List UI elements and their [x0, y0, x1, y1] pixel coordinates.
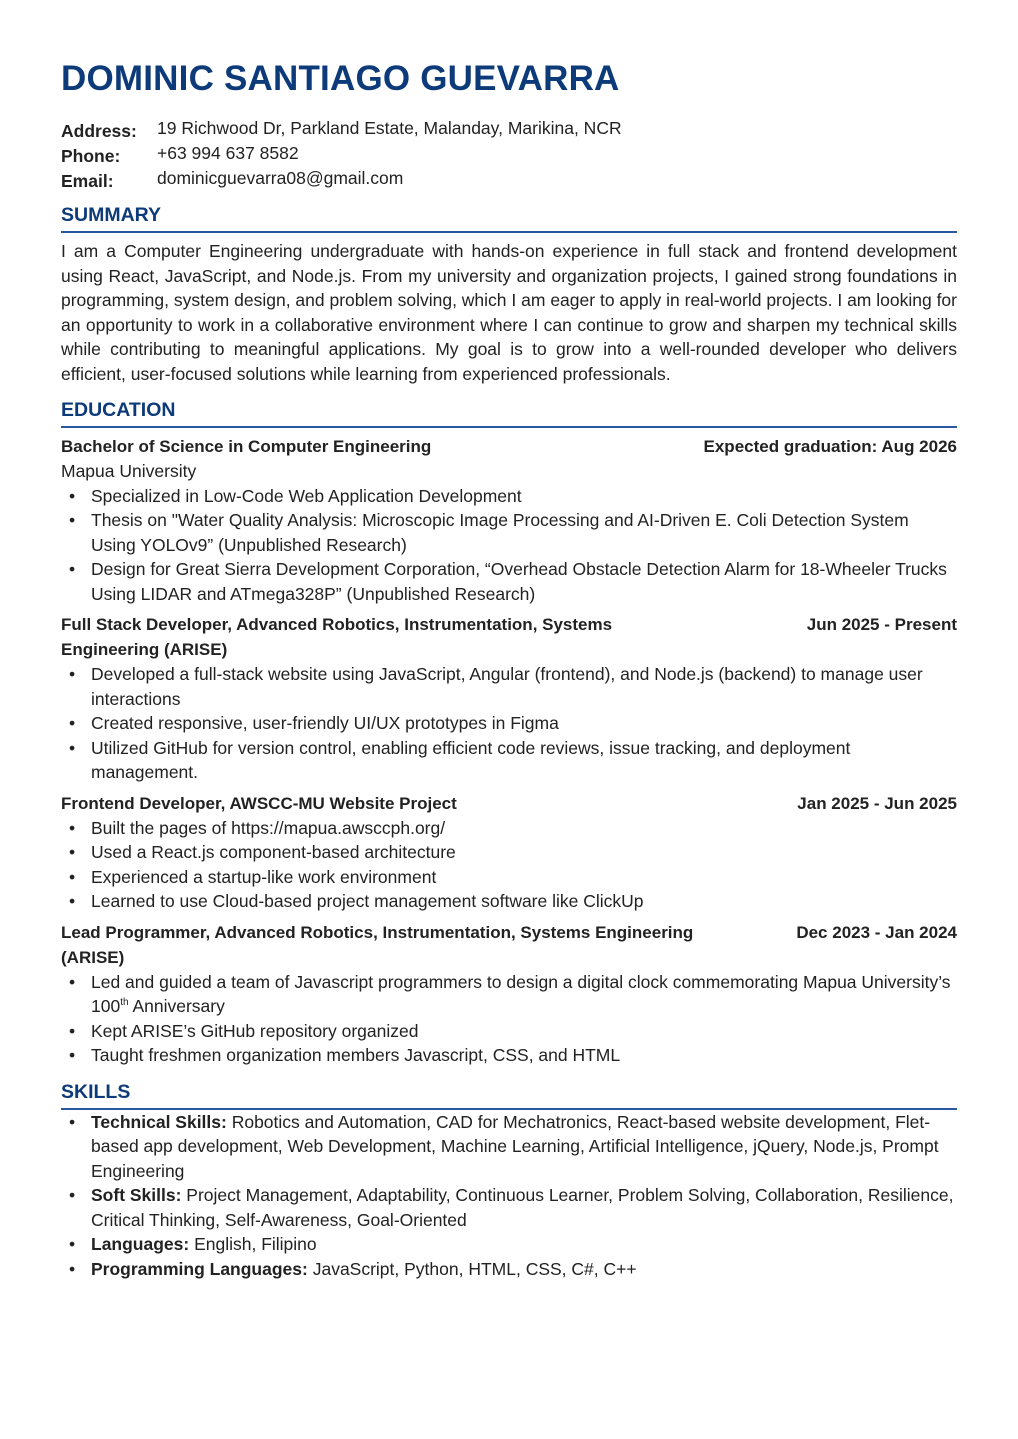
entry-date: Expected graduation: Aug 2026 [703, 437, 957, 456]
phone-value: +63 994 637 8582 [157, 143, 299, 163]
skill-value: Project Management, Adaptability, Continuous Learner, Problem Solving, Collaboration, Resilience, Critical Thinking, Self-Awareness, Goal-Oriented [91, 1185, 954, 1230]
email-value: dominicguevarra08@gmail.com [157, 168, 404, 188]
bullet-item: • Utilized GitHub for version control, enabling efficient code reviews, issue tracking, and deployment management. [91, 736, 957, 785]
bullet-item: • Design for Great Sierra Development Corporation, “Overhead Obstacle Detection Alarm for 18-Wheeler Trucks Using LIDAR and ATmega328P” (Unpublished Research) [91, 557, 957, 606]
skill-item [91, 1257, 957, 1282]
skill-label: Soft Skills: [91, 1185, 182, 1205]
skill-label: Languages: [91, 1234, 190, 1254]
skills-list [61, 1110, 957, 1282]
skill-label: Programming Languages: [91, 1258, 308, 1279]
contact-label: Email: [61, 171, 114, 191]
entry-bullets [61, 970, 957, 1068]
resume-page [61, 56, 957, 1281]
bullet-item: • Thesis on "Water Quality Analysis: Microscopic Image Processing and AI-Driven E. Coli Detection System Using YOLOv9” (Unpublished Research) [91, 508, 957, 557]
skill-value: English, Filipino [189, 1234, 317, 1254]
summary-text: I am a Computer Engineering undergraduate with hands-on experience in full stack and frontend development using React, JavaScript, and Node.js. From my university and organization projects, I gained strong foundations in programming, system design, and problem solving, which I am eager to apply in real-world projects. I am looking for an opportunity to work in a collaborative environment where I can continue to grow and sharpen my technical skills while contributing to meaningful applications. My goal is to grow into a well-rounded developer who delivers efficient, user-focused solutions while learning from experienced professionals. [61, 241, 957, 384]
entry-title: Full Stack Developer, Advanced Robotics, Instrumentation, Systems Engineering (ARISE) [61, 615, 613, 659]
entry-school: Mapua University [61, 461, 197, 481]
contact-label: Address: [61, 121, 137, 141]
contact-address [61, 116, 957, 141]
bullet-item: • Learned to use Cloud-based project management software like ClickUp [91, 889, 957, 914]
skill-label: Technical Skills: [91, 1111, 227, 1132]
ordinal-suffix: th [120, 997, 129, 1009]
skill-item [91, 1110, 957, 1184]
address-value: 19 Richwood Dr, Parkland Estate, Malanday, Marikina, NCR [157, 118, 622, 138]
bullet-item: • Specialized in Low-Code Web Application Development [91, 484, 957, 509]
entry-header [61, 791, 957, 816]
bullet-item [91, 970, 957, 1019]
bullet-text-tail: Anniversary [128, 996, 225, 1016]
contact-phone [61, 141, 957, 166]
contact-email [61, 166, 957, 191]
entry-bullets [61, 816, 957, 914]
contact-block [61, 116, 957, 191]
entry-bullets [61, 662, 957, 785]
entry-date: Dec 2023 - Jan 2024 [796, 922, 957, 942]
bullet-text: Led and guided a team of Javascript programmers to design a digital clock commemorating Mapua University’s 100 [91, 971, 951, 1016]
bullet-item: • Developed a full-stack website using JavaScript, Angular (frontend), and Node.js (backend) to manage user interactions [91, 662, 957, 711]
experience-entry [61, 791, 957, 914]
entry-header [61, 434, 957, 459]
skill-value: JavaScript, Python, HTML, CSS, C#, C++ [307, 1258, 637, 1279]
bullet-item: • Taught freshmen organization members Javascript, CSS, and HTML [91, 1043, 957, 1068]
bullet-item: • Kept ARISE’s GitHub repository organized [91, 1019, 957, 1044]
section-title-education: EDUCATION [61, 397, 957, 428]
bullet-item: • Used a React.js component-based architecture [91, 840, 957, 865]
bullet-item: • Created responsive, user-friendly UI/UX prototypes in Figma [91, 711, 957, 736]
education-entry [61, 434, 957, 606]
section-title-skills: SKILLS [61, 1079, 957, 1110]
contact-label: Phone: [61, 146, 121, 166]
bullet-item: • Experienced a startup-like work environment [91, 865, 957, 890]
experience-entry [61, 920, 957, 1068]
candidate-name: DOMINIC SANTIAGO GUEVARRA [61, 59, 620, 98]
entry-bullets [61, 484, 957, 607]
skill-value: Robotics and Automation, CAD for Mechatronics, React-based website development, Flet-based app development, Web Development, Machine Learning, Artificial Intelligence, jQuery, Node.js, Prompt Engineering [91, 1111, 939, 1181]
entry-title: Lead Programmer, Advanced Robotics, Instrumentation, Systems Engineering (ARISE) [61, 922, 694, 967]
entry-date: Jan 2025 - Jun 2025 [797, 793, 957, 813]
entry-date: Jun 2025 - Present [806, 615, 957, 634]
skill-item [91, 1183, 957, 1232]
bullet-item: • Built the pages of https://mapua.awsccph.org/ [91, 816, 957, 841]
entry-header [61, 612, 957, 662]
entry-header [61, 920, 957, 970]
entry-title: Bachelor of Science in Computer Engineering [61, 437, 432, 456]
entry-title: Frontend Developer, AWSCC-MU Website Project [61, 793, 457, 813]
experience-entry [61, 612, 957, 785]
skill-item [91, 1232, 957, 1257]
section-title-summary: SUMMARY [61, 202, 957, 233]
